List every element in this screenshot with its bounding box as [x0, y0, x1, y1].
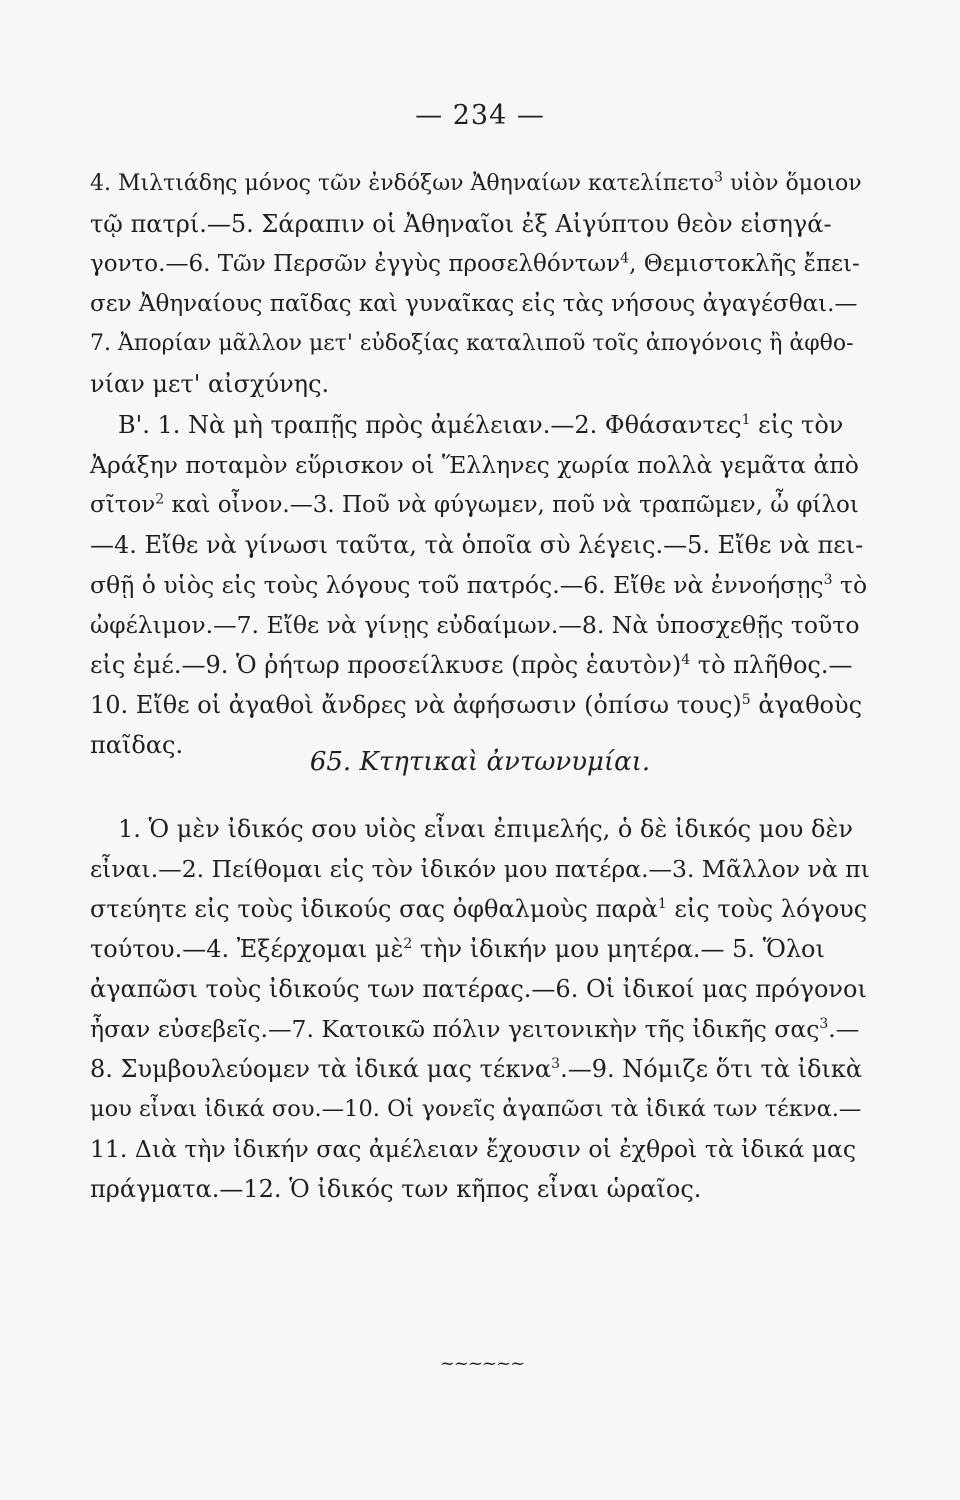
text-line: [90, 648, 852, 682]
line-text: τῷ πατρί.—5. Σάραπιν οἱ Ἀθηναῖοι ἐξ Αἰγύπτου θεὸν εἰσηγά-: [90, 210, 832, 238]
line-tail: υἱὸν ὅμοιον: [722, 171, 862, 196]
line-tail: εἰς τὸν: [750, 411, 844, 439]
text-line: [90, 247, 860, 281]
line-tail: τὸ: [832, 571, 868, 599]
text-line: [90, 608, 859, 642]
text-line: [90, 1052, 862, 1086]
line-text: 1. Ὁ μὲν ἰδικός σου υἱὸς εἶναι ἐπιμελής, ὁ δὲ ἰδικός μου δὲν: [118, 815, 853, 843]
line-text: ὠφέλιμον.—7. Εἴθε νὰ γίνῃς εὐδαίμων.—8. Νὰ ὑποσχεθῇς τοῦτο: [90, 611, 860, 639]
text-line: [90, 327, 854, 361]
footnote-mark: 4: [620, 250, 630, 267]
text-line: [90, 207, 832, 241]
line-tail: τὸ πλῆθος.—: [690, 651, 853, 679]
text-line: [90, 688, 862, 722]
line-text: πράγματα.—12. Ὁ ἰδικός των κῆπος εἶναι ὡραῖος.: [90, 1175, 702, 1203]
line-text: στεύητε εἰς τοὺς ἰδικούς σας ὀφθαλμοὺς παρὰ: [90, 895, 658, 923]
text-line: [90, 892, 867, 926]
text-line: [118, 408, 843, 442]
text-line: [90, 528, 863, 562]
footnote-mark: 2: [155, 491, 165, 508]
text-line: [90, 852, 870, 886]
line-text: σθῇ ὁ υἱὸς εἰς τοὺς λόγους τοῦ πατρός.—6. Εἴθε νὰ ἐννοήσῃς: [90, 571, 824, 599]
footnote-mark: 1: [741, 412, 751, 428]
footnote-mark: 1: [657, 896, 667, 912]
line-text: σεν Ἀθηναίους παῖδας καὶ γυναῖκας εἰς τὰς νήσους ἀγαγέσθαι.—: [90, 291, 858, 317]
text-line: [90, 167, 862, 201]
line-text: 8. Συμβουλεύομεν τὰ ἰδικά μας τέκνα: [90, 1055, 552, 1083]
page-number: — 234 —: [415, 100, 545, 131]
line-text: 4. Μιλτιάδης μόνος τῶν ἐνδόξων Ἀθηναίων κατελίπετο: [90, 171, 715, 196]
line-text: νίαν μετ' αἰσχύνης.: [90, 370, 330, 398]
line-text: εἶναι.—2. Πείθομαι εἰς τὸν ἰδικόν μου πατέρα.—3. Μᾶλλον νὰ πι: [90, 855, 870, 883]
text-line: [90, 488, 859, 522]
line-text: ἀγαπῶσι τοὺς ἰδικούς των πατέρας.—6. Οἱ ἰδικοί μας πρόγονοι: [90, 975, 867, 1003]
footnote-mark: 3: [819, 1016, 829, 1033]
line-text: 10. Εἴθε οἱ ἀγαθοὶ ἄνδρες νὰ ἀφήσωσιν (ὀπίσω τους): [90, 691, 742, 719]
footnote-mark: 5: [741, 692, 751, 708]
text-line: [90, 972, 867, 1006]
footnote-mark: 4: [681, 652, 691, 668]
line-text: παῖδας.: [90, 731, 184, 759]
text-line: [90, 1092, 861, 1126]
line-text: Β'. 1. Νὰ μὴ τραπῇς πρὸς ἀμέλειαν.—2. Φθάσαντες: [118, 411, 742, 439]
text-line: [90, 568, 867, 602]
text-line: [90, 448, 859, 482]
line-tail: τὴν ἰδικήν μου μητέρα.— 5. Ὅλοι: [412, 935, 825, 963]
line-tail: , Θεμιστοκλῆς ἔπει-: [629, 251, 860, 277]
footnote-mark: 3: [714, 169, 723, 186]
line-tail: εἰς τοὺς λόγους: [666, 895, 868, 923]
line-tail: .—9. Νόμιζε ὅτι τὰ ἰδικὰ: [560, 1055, 863, 1083]
footnote-mark: 3: [551, 1056, 561, 1072]
section-heading: 65. Κτητικαὶ ἀντωνυμίαι.: [309, 747, 651, 777]
text-line: [90, 367, 329, 401]
text-line: [118, 812, 853, 846]
line-text: γοντο.—6. Τῶν Περσῶν ἐγγὺς προσελθόντων: [90, 251, 621, 277]
line-tail: .—: [828, 1015, 860, 1043]
text-line: [90, 1132, 856, 1166]
line-text: —4. Εἴθε νὰ γίνωσι ταῦτα, τὰ ὁποῖα σὺ λέγεις.—5. Εἴθε νὰ πει-: [90, 531, 864, 559]
line-text: 7. Ἀπορίαν μᾶλλον μετ' εὐδοξίας καταλιποῦ τοῖς ἀπογόνοις ἢ ἀφθο-: [90, 331, 854, 356]
line-text: σῖτον: [90, 492, 156, 518]
line-text: 11. Διὰ τὴν ἰδικήν σας ἀμέλειαν ἔχουσιν οἱ ἐχθροὶ τὰ ἰδικά μας: [90, 1135, 857, 1163]
footnote-mark: 2: [403, 936, 413, 952]
line-text: τούτου.—4. Ἐξέρχομαι μὲ: [90, 935, 404, 963]
line-tail: καὶ οἶνον.—3. Ποῦ νὰ φύγωμεν, ποῦ νὰ τραπῶμεν, ὦ φίλοι: [164, 492, 859, 518]
line-text: ἦσαν εὐσεβεῖς.—7. Κατοικῶ πόλιν γειτονικὴν τῆς ἰδικῆς σας: [90, 1015, 820, 1043]
line-tail: ἀγαθοὺς: [750, 691, 863, 719]
text-line: [90, 287, 857, 321]
line-text: εἰς ἐμέ.—9. Ὁ ῥήτωρ προσείλκυσε (πρὸς ἑαυτὸν): [90, 651, 682, 679]
line-text: μου εἶναι ἰδικά σου.—10. Οἱ γονεῖς ἀγαπῶσι τὰ ἰδικά των τέκνα.—: [90, 1096, 862, 1122]
end-ornament: ~~~~~~: [439, 1353, 525, 1374]
footnote-mark: 3: [823, 572, 833, 589]
text-line: [90, 1012, 859, 1046]
text-line: [90, 1172, 701, 1206]
line-text: Ἀράξην ποταμὸν εὕρισκον οἱ Ἕλληνες χωρία πολλὰ γεμᾶτα ἀπὸ: [90, 451, 859, 479]
text-line: [90, 932, 825, 966]
